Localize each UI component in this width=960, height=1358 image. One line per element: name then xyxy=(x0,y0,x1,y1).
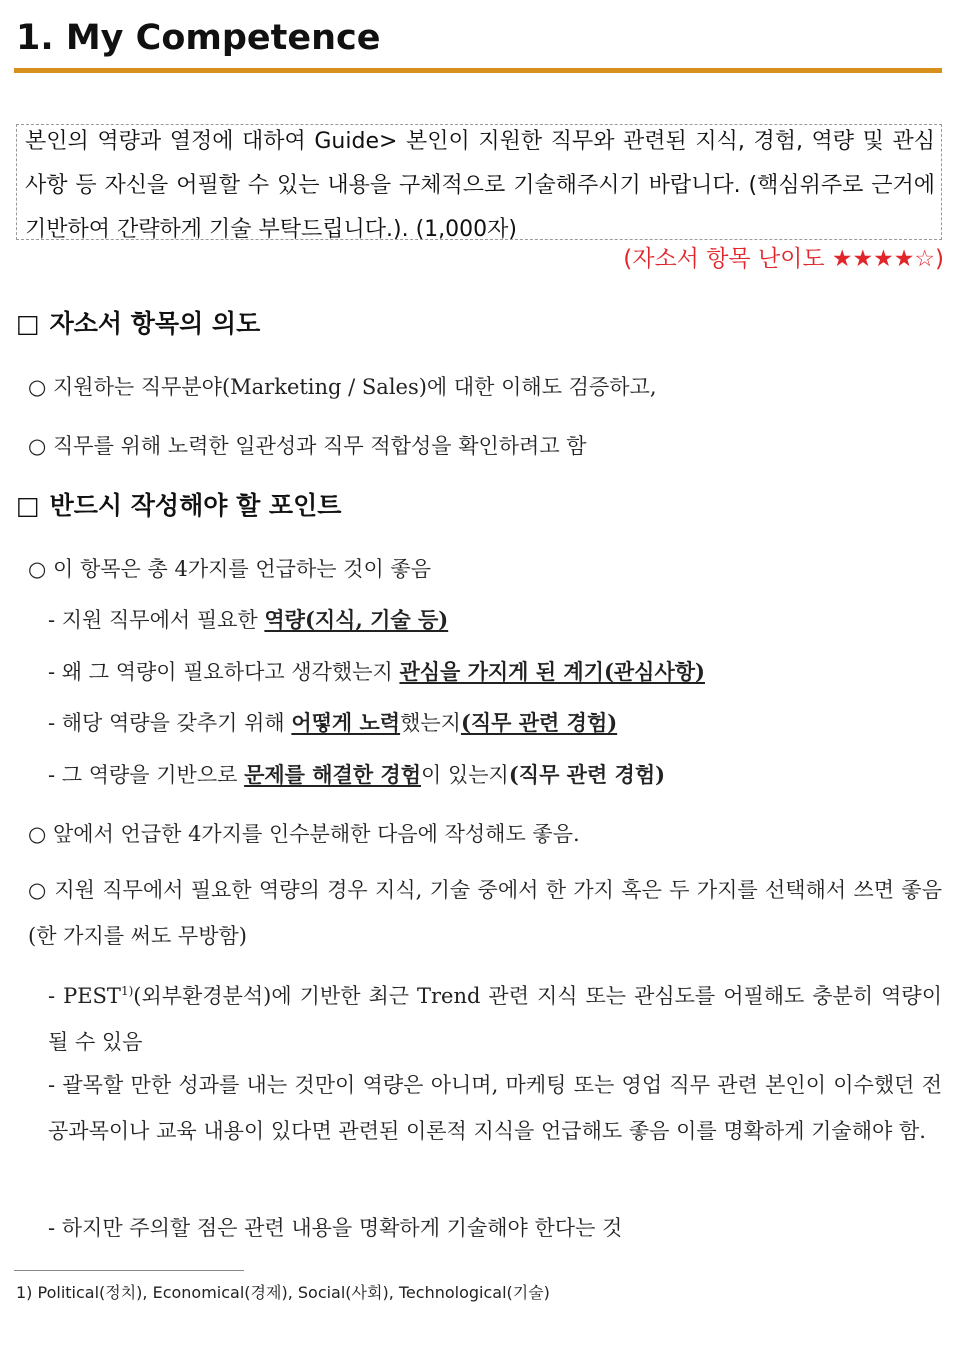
point-emphasis-2: (직무 관련 경험) xyxy=(460,710,618,735)
points-sub-1-text: (외부환경분석)에 기반한 최근 Trend 관련 지식 또는 관심도를 어필해도 충분히 역량이 될 수 있음 xyxy=(48,984,943,1054)
section-intent-title: 자소서 항목의 의도 xyxy=(49,309,261,338)
checkbox-square-icon: □ xyxy=(16,309,40,338)
section-points-heading xyxy=(16,486,341,522)
point-emphasis-2: (직무 관련 경험) xyxy=(508,762,666,787)
point-emphasis: 어떻게 노력 xyxy=(291,710,401,735)
points-para-2-text: ○ 지원 직무에서 필요한 역량의 경우 지식, 기술 중에서 한 가지 혹은 두 가지를 선택해서 쓰면 좋음(한 가지를 써도 무방함) xyxy=(28,878,942,948)
point-text-suffix: 했는지 xyxy=(400,711,461,735)
point-text-suffix: 이 있는지 xyxy=(421,763,509,787)
checkbox-square-icon: □ xyxy=(16,491,40,520)
point-text: - 해당 역량을 갖추기 위해 xyxy=(48,711,292,735)
intent-item-2: ○ 직무를 위해 노력한 일관성과 직무 적합성을 확인하려고 함 xyxy=(28,434,587,458)
difficulty-rating: (자소서 항목 난이도 ★★★★☆) xyxy=(623,246,944,272)
footnote: 1) Political(정치), Economical(경제), Social(사회), Technological(기술) xyxy=(16,1283,550,1302)
point-text: - 그 역량을 기반으로 xyxy=(48,763,245,787)
points-sub-1 xyxy=(48,968,942,1065)
section-intent-heading xyxy=(16,304,260,340)
points-para-1: ○ 앞에서 언급한 4가지를 인수분해한 다음에 작성해도 좋음. xyxy=(28,822,580,846)
point-item-4 xyxy=(48,759,665,789)
point-item-1 xyxy=(48,604,448,634)
page-title: 1. My Competence xyxy=(16,18,381,58)
intent-item-1: ○ 지원하는 직무분야(Marketing / Sales)에 대한 이해도 검증하고, xyxy=(28,375,657,399)
title-underline xyxy=(14,68,942,73)
footnote-divider xyxy=(14,1270,244,1271)
point-text: - 왜 그 역량이 필요하다고 생각했는지 xyxy=(48,660,400,684)
point-emphasis: 문제를 해결한 경험 xyxy=(244,762,422,787)
point-emphasis: 역량(지식, 기술 등) xyxy=(264,607,449,632)
points-para-2 xyxy=(28,867,942,959)
points-sub-2: - 괄목할 만한 성과를 내는 것만이 역량은 아니며, 마케팅 또는 영업 직무 관련 본인이 이수했던 전공과목이나 교육 내용이 있다면 관련된 이론적 지식을 언급해도 좋음 이를 명확하게 기술해야 함. xyxy=(48,1073,942,1143)
point-text: - 지원 직무에서 필요한 xyxy=(48,608,265,632)
points-sub-3: - 하지만 주의할 점은 관련 내용을 명확하게 기술해야 한다는 것 xyxy=(48,1216,623,1240)
point-item-2 xyxy=(48,656,705,686)
guide-text: 본인의 역량과 열정에 대하여 Guide> 본인이 지원한 직무와 관련된 지식, 경험, 역량 및 관심사항 등 자신을 어필할 수 있는 내용을 구체적으로 기술해주시기 바랍니다. (핵심위주로 근거에 기반하여 간략하게 기술 부탁드립니다.). (1,000자) xyxy=(25,129,935,242)
point-item-3 xyxy=(48,707,617,737)
section-points-title: 반드시 작성해야 할 포인트 xyxy=(49,491,342,520)
point-emphasis: 관심을 가지게 된 계기(관심사항) xyxy=(399,659,705,684)
footnote-ref[interactable]: 1) xyxy=(120,984,134,998)
points-intro: ○ 이 항목은 총 4가지를 언급하는 것이 좋음 xyxy=(28,557,431,581)
pest-label: - PEST xyxy=(48,984,121,1008)
